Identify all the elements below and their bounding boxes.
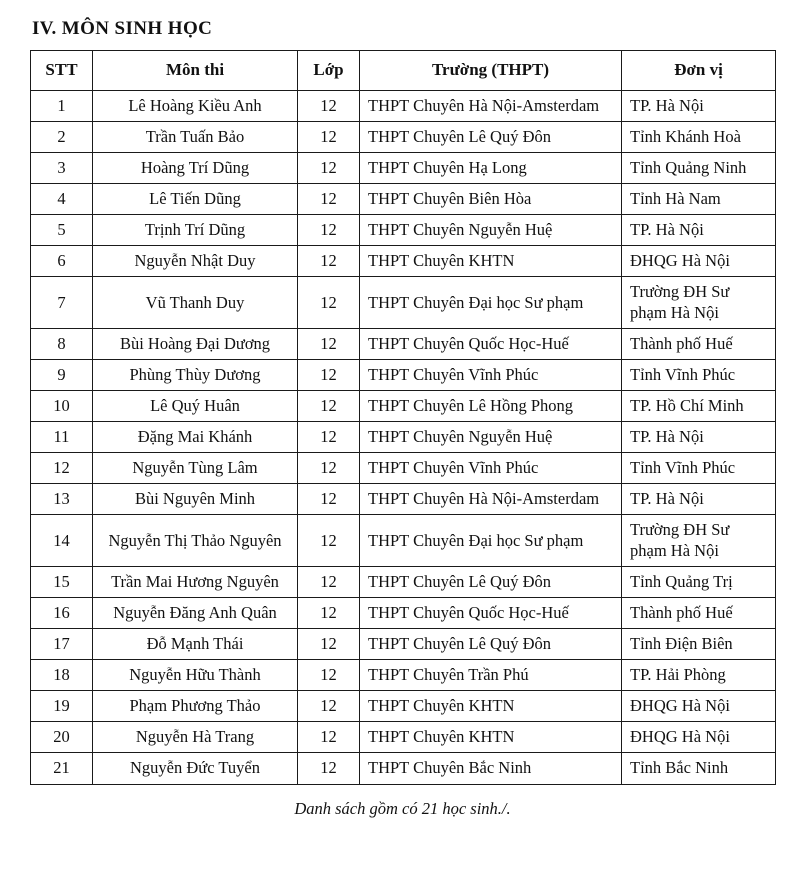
cell-lop: 12	[298, 422, 360, 453]
cell-lop: 12	[298, 184, 360, 215]
table-row	[31, 121, 776, 152]
cell-name: Nguyễn Hữu Thành	[93, 660, 298, 691]
cell-name: Trần Mai Hương Nguyên	[93, 566, 298, 597]
cell-school: THPT Chuyên Lê Quý Đôn	[360, 566, 622, 597]
cell-lop: 12	[298, 215, 360, 246]
cell-school: THPT Chuyên Trần Phú	[360, 660, 622, 691]
cell-name: Đỗ Mạnh Thái	[93, 628, 298, 659]
cell-name: Phùng Thùy Dương	[93, 359, 298, 390]
table-row	[31, 152, 776, 183]
cell-stt: 19	[31, 691, 93, 722]
cell-school: THPT Chuyên KHTN	[360, 691, 622, 722]
cell-school: THPT Chuyên Lê Quý Đôn	[360, 628, 622, 659]
cell-school: THPT Chuyên Nguyễn Huệ	[360, 215, 622, 246]
cell-name: Lê Tiến Dũng	[93, 184, 298, 215]
cell-lop: 12	[298, 628, 360, 659]
cell-name: Vũ Thanh Duy	[93, 277, 298, 328]
cell-unit: Tỉnh Hà Nam	[622, 184, 776, 215]
cell-unit: TP. Hà Nội	[622, 422, 776, 453]
cell-stt: 18	[31, 660, 93, 691]
cell-unit: Tỉnh Vĩnh Phúc	[622, 453, 776, 484]
table-row	[31, 753, 776, 784]
cell-unit: TP. Hải Phòng	[622, 660, 776, 691]
cell-school: THPT Chuyên Hà Nội-Amsterdam	[360, 484, 622, 515]
cell-stt: 6	[31, 246, 93, 277]
cell-name: Hoàng Trí Dũng	[93, 152, 298, 183]
cell-unit: Tỉnh Quảng Trị	[622, 566, 776, 597]
cell-stt: 2	[31, 121, 93, 152]
cell-lop: 12	[298, 753, 360, 784]
footer-note: Danh sách gồm có 21 học sinh./.	[294, 798, 511, 818]
cell-stt: 16	[31, 597, 93, 628]
cell-school: THPT Chuyên Hà Nội-Amsterdam	[360, 90, 622, 121]
cell-unit: Tỉnh Khánh Hoà	[622, 121, 776, 152]
table-row	[31, 390, 776, 421]
cell-name: Trần Tuấn Bảo	[93, 121, 298, 152]
cell-stt: 13	[31, 484, 93, 515]
cell-name: Lê Quý Huân	[93, 390, 298, 421]
cell-lop: 12	[298, 246, 360, 277]
cell-school: THPT Chuyên Bắc Ninh	[360, 753, 622, 784]
cell-name: Nguyễn Đăng Anh Quân	[93, 597, 298, 628]
table-header-row	[31, 51, 776, 91]
cell-school: THPT Chuyên Lê Hồng Phong	[360, 390, 622, 421]
cell-unit: TP. Hà Nội	[622, 90, 776, 121]
table-row	[31, 246, 776, 277]
cell-unit: Trường ĐH Sư phạm Hà Nội	[622, 277, 776, 328]
cell-school: THPT Chuyên Hạ Long	[360, 152, 622, 183]
table-row	[31, 184, 776, 215]
cell-lop: 12	[298, 328, 360, 359]
table-row	[31, 328, 776, 359]
cell-unit: Thành phố Huế	[622, 597, 776, 628]
cell-lop: 12	[298, 90, 360, 121]
cell-school: THPT Chuyên Vĩnh Phúc	[360, 453, 622, 484]
cell-school: THPT Chuyên Lê Quý Đôn	[360, 121, 622, 152]
cell-stt: 17	[31, 628, 93, 659]
cell-stt: 12	[31, 453, 93, 484]
cell-name: Nguyễn Hà Trang	[93, 722, 298, 753]
cell-lop: 12	[298, 484, 360, 515]
column-header-name: Môn thi	[93, 51, 298, 91]
cell-unit: TP. Hồ Chí Minh	[622, 390, 776, 421]
table-row	[31, 484, 776, 515]
cell-stt: 10	[31, 390, 93, 421]
cell-school: THPT Chuyên KHTN	[360, 722, 622, 753]
cell-lop: 12	[298, 121, 360, 152]
table-row	[31, 90, 776, 121]
cell-stt: 14	[31, 515, 93, 566]
cell-lop: 12	[298, 691, 360, 722]
cell-lop: 12	[298, 660, 360, 691]
cell-school: THPT Chuyên Nguyễn Huệ	[360, 422, 622, 453]
cell-name: Phạm Phương Thảo	[93, 691, 298, 722]
cell-unit: ĐHQG Hà Nội	[622, 691, 776, 722]
cell-stt: 7	[31, 277, 93, 328]
cell-unit: Thành phố Huế	[622, 328, 776, 359]
cell-name: Lê Hoàng Kiều Anh	[93, 90, 298, 121]
table-row	[31, 422, 776, 453]
students-table	[30, 50, 776, 785]
table-row	[31, 566, 776, 597]
cell-name: Bùi Hoàng Đại Dương	[93, 328, 298, 359]
cell-stt: 11	[31, 422, 93, 453]
cell-stt: 8	[31, 328, 93, 359]
page-title: IV. MÔN SINH HỌC	[32, 18, 213, 39]
cell-unit: TP. Hà Nội	[622, 484, 776, 515]
table-row	[31, 453, 776, 484]
table-row	[31, 277, 776, 328]
column-header-school: Trường (THPT)	[360, 51, 622, 91]
table-body	[31, 90, 776, 784]
cell-lop: 12	[298, 566, 360, 597]
column-header-lop: Lớp	[298, 51, 360, 91]
cell-name: Nguyễn Tùng Lâm	[93, 453, 298, 484]
cell-stt: 1	[31, 90, 93, 121]
cell-lop: 12	[298, 390, 360, 421]
table-row	[31, 215, 776, 246]
cell-stt: 15	[31, 566, 93, 597]
cell-name: Nguyễn Nhật Duy	[93, 246, 298, 277]
table-row	[31, 660, 776, 691]
cell-lop: 12	[298, 722, 360, 753]
cell-unit: Tỉnh Quảng Ninh	[622, 152, 776, 183]
cell-school: THPT Chuyên Quốc Học-Huế	[360, 597, 622, 628]
cell-lop: 12	[298, 515, 360, 566]
cell-unit: TP. Hà Nội	[622, 215, 776, 246]
table-row	[31, 722, 776, 753]
cell-school: THPT Chuyên Vĩnh Phúc	[360, 359, 622, 390]
cell-unit: Tỉnh Bắc Ninh	[622, 753, 776, 784]
cell-stt: 4	[31, 184, 93, 215]
cell-lop: 12	[298, 152, 360, 183]
cell-name: Bùi Nguyên Minh	[93, 484, 298, 515]
cell-school: THPT Chuyên Đại học Sư phạm	[360, 515, 622, 566]
cell-school: THPT Chuyên Đại học Sư phạm	[360, 277, 622, 328]
cell-lop: 12	[298, 597, 360, 628]
cell-unit: ĐHQG Hà Nội	[622, 722, 776, 753]
cell-name: Nguyễn Đức Tuyển	[93, 753, 298, 784]
cell-unit: Tỉnh Vĩnh Phúc	[622, 359, 776, 390]
cell-unit: Tỉnh Điện Biên	[622, 628, 776, 659]
column-header-stt: STT	[31, 51, 93, 91]
cell-stt: 20	[31, 722, 93, 753]
cell-name: Nguyễn Thị Thảo Nguyên	[93, 515, 298, 566]
cell-lop: 12	[298, 453, 360, 484]
cell-unit: Trường ĐH Sư phạm Hà Nội	[622, 515, 776, 566]
table-row	[31, 691, 776, 722]
cell-unit: ĐHQG Hà Nội	[622, 246, 776, 277]
table-header	[31, 51, 776, 91]
cell-name: Đặng Mai Khánh	[93, 422, 298, 453]
table-row	[31, 597, 776, 628]
table-row	[31, 359, 776, 390]
column-header-unit: Đơn vị	[622, 51, 776, 91]
cell-school: THPT Chuyên Biên Hòa	[360, 184, 622, 215]
cell-lop: 12	[298, 277, 360, 328]
table-row	[31, 628, 776, 659]
cell-school: THPT Chuyên KHTN	[360, 246, 622, 277]
cell-lop: 12	[298, 359, 360, 390]
cell-stt: 3	[31, 152, 93, 183]
cell-school: THPT Chuyên Quốc Học-Huế	[360, 328, 622, 359]
cell-stt: 5	[31, 215, 93, 246]
cell-stt: 21	[31, 753, 93, 784]
cell-stt: 9	[31, 359, 93, 390]
cell-name: Trịnh Trí Dũng	[93, 215, 298, 246]
table-row	[31, 515, 776, 566]
